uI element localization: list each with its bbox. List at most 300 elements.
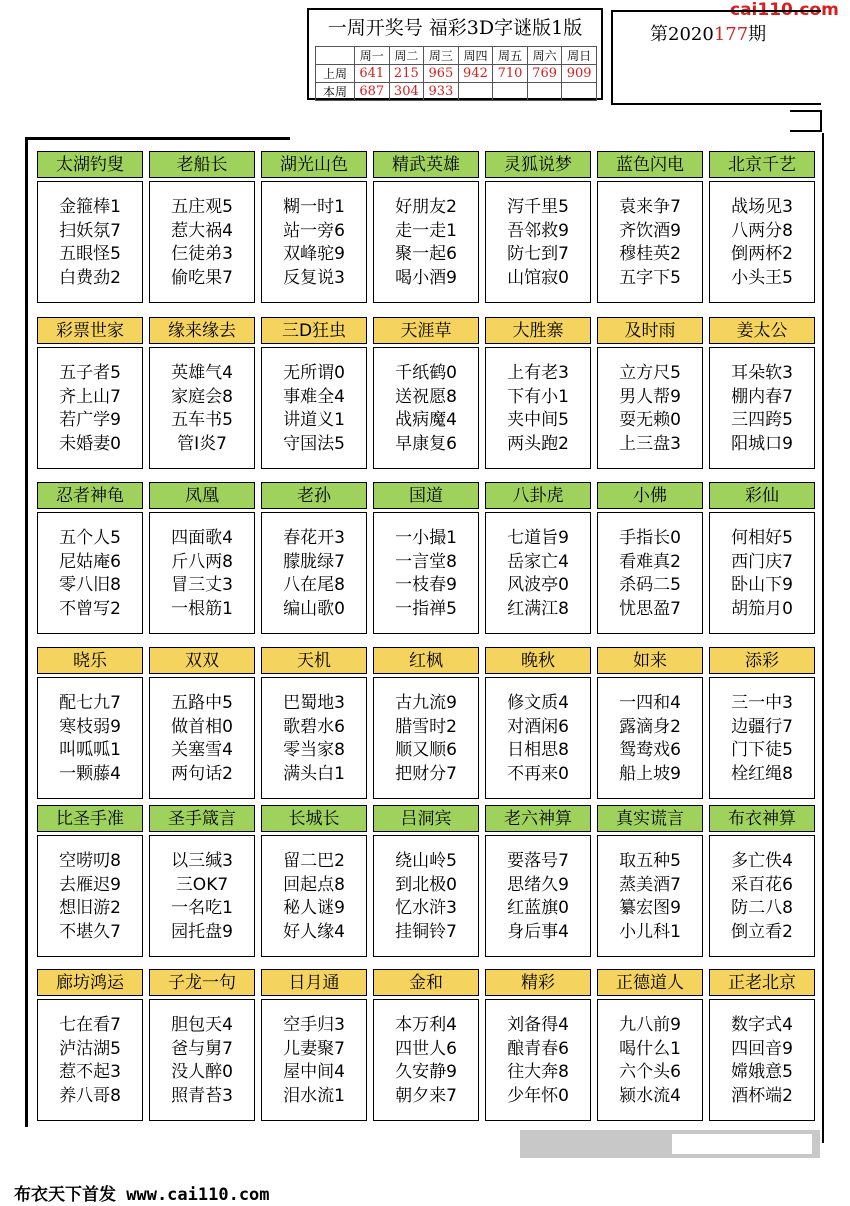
draw-number [527, 83, 562, 101]
weekly-draw-table [307, 8, 603, 100]
card-title: 及时雨 [597, 317, 703, 344]
footer-text: 布衣天下首发 www.cai110.com [14, 1185, 270, 1205]
riddle-line: 岳家亡4 [507, 551, 569, 572]
riddle-line: 守国法5 [283, 433, 345, 454]
card-lines [373, 677, 479, 799]
riddle-line: 尼姑庵6 [59, 551, 121, 572]
riddle-line: 管I炎7 [177, 433, 227, 454]
riddle-line: 若广学9 [59, 410, 121, 430]
riddle-line: 秘人谜9 [283, 898, 345, 918]
riddle-line: 颍水流4 [619, 1085, 681, 1106]
riddle-line: 七在看7 [59, 1015, 121, 1035]
header-title: 一周开奖号 福彩3D字谜版1版 [327, 17, 583, 39]
riddle-line: 以三缄3 [171, 851, 233, 871]
riddle-line: 送祝愿8 [395, 386, 457, 407]
riddle-line: 园托盘9 [171, 921, 233, 942]
card-lines [709, 512, 815, 634]
riddle-line: 六个头6 [619, 1062, 681, 1082]
riddle-line: 叫呱呱1 [59, 740, 121, 760]
card-title: 金和 [373, 969, 479, 996]
row-label: 上周 [316, 65, 355, 83]
puzzle-card [149, 482, 255, 634]
card-title: 晚秋 [485, 647, 591, 674]
issue-suffix: 期 [748, 24, 767, 45]
puzzle-card [597, 317, 703, 469]
riddle-line: 爸与舅7 [171, 1038, 233, 1059]
issue-number [650, 20, 766, 46]
riddle-line: 屋中间4 [283, 1062, 345, 1082]
riddle-line: 喝什么1 [619, 1038, 681, 1059]
riddle-line: 糊一时1 [283, 197, 345, 217]
puzzle-card [373, 482, 479, 634]
card-lines [149, 347, 255, 469]
puzzle-card [709, 647, 815, 799]
draw-number [562, 83, 597, 101]
card-lines [597, 999, 703, 1121]
puzzle-card [261, 317, 367, 469]
riddle-line: 纂宏图9 [619, 898, 681, 918]
card-title: 彩仙 [709, 482, 815, 509]
card-title: 蓝色闪电 [597, 151, 703, 178]
riddle-line: 要落号7 [507, 851, 569, 871]
riddle-line: 阳城口9 [731, 433, 793, 454]
riddle-line: 满头白1 [283, 763, 345, 784]
riddle-line: 零当家8 [283, 740, 345, 760]
riddle-line: 聚一起6 [395, 244, 457, 264]
draw-number: 687 [355, 83, 390, 101]
riddle-line: 早康复6 [395, 433, 457, 454]
card-title: 正德道人 [597, 969, 703, 996]
card-lines [709, 181, 815, 303]
riddle-line: 金箍棒1 [59, 197, 121, 217]
card-lines [485, 677, 591, 799]
riddle-line: 惹不起3 [59, 1062, 121, 1082]
riddle-line: 家庭会8 [171, 386, 233, 407]
puzzle-card [709, 317, 815, 469]
card-lines [373, 181, 479, 303]
riddle-line: 仨徒弟3 [171, 244, 233, 264]
puzzle-card [37, 482, 143, 634]
card-title: 姜太公 [709, 317, 815, 344]
riddle-line: 风波亭0 [507, 575, 569, 595]
day-label: 周四 [458, 47, 493, 65]
card-title: 八卦虎 [485, 482, 591, 509]
puzzle-card [709, 805, 815, 957]
riddle-line: 英雄气4 [171, 363, 233, 383]
card-lines [709, 347, 815, 469]
riddle-line: 讲道义1 [283, 410, 345, 430]
card-lines [709, 999, 815, 1121]
day-label: 周日 [562, 47, 597, 65]
draw-grid [315, 46, 597, 101]
riddle-line: 五眼怪5 [59, 244, 121, 264]
puzzle-card [37, 317, 143, 469]
riddle-line: 船上坡9 [619, 763, 681, 784]
riddle-line: 回起点8 [283, 874, 345, 895]
puzzle-card [485, 647, 591, 799]
card-lines [485, 835, 591, 957]
riddle-line: 照青苔3 [171, 1085, 233, 1106]
riddle-line: 上三盘3 [619, 433, 681, 454]
puzzle-card [261, 647, 367, 799]
card-lines [37, 512, 143, 634]
draw-number [458, 83, 493, 101]
puzzle-card [149, 969, 255, 1121]
day-label: 周一 [355, 47, 390, 65]
riddle-line: 露滴身2 [619, 716, 681, 737]
riddle-line: 看难真2 [619, 551, 681, 572]
riddle-line: 儿妻聚7 [283, 1038, 345, 1059]
riddle-line: 五子者5 [59, 363, 121, 383]
riddle-line: 站一旁6 [283, 220, 345, 241]
card-title: 长城长 [261, 805, 367, 832]
puzzle-card [709, 151, 815, 303]
card-lines [373, 512, 479, 634]
card-title: 红枫 [373, 647, 479, 674]
riddle-line: 一枝春9 [395, 575, 457, 595]
card-title: 老孙 [261, 482, 367, 509]
riddle-line: 九八前9 [619, 1015, 681, 1035]
riddle-line: 双峰驼9 [283, 244, 345, 264]
corner-cell [316, 47, 355, 65]
card-lines [261, 181, 367, 303]
riddle-line: 不再来0 [507, 763, 569, 784]
card-lines [149, 181, 255, 303]
card-title: 廊坊鸿运 [37, 969, 143, 996]
riddle-line: 忆水浒3 [395, 898, 457, 918]
frame-corner [790, 110, 822, 132]
card-title: 凤凰 [149, 482, 255, 509]
card-lines [485, 999, 591, 1121]
riddle-line: 战场见3 [731, 197, 793, 217]
site-logo: cai110.com [730, 0, 839, 20]
riddle-line: 到北极0 [395, 874, 457, 895]
riddle-line: 做首相0 [171, 716, 233, 737]
card-lines [709, 677, 815, 799]
card-title: 双双 [149, 647, 255, 674]
riddle-line: 养八哥8 [59, 1085, 121, 1106]
day-label: 周五 [493, 47, 528, 65]
riddle-line: 四世人6 [395, 1038, 457, 1059]
draw-number: 942 [458, 65, 493, 83]
riddle-line: 三OK7 [175, 874, 229, 895]
card-title: 灵狐说梦 [485, 151, 591, 178]
puzzle-card [373, 151, 479, 303]
puzzle-card [261, 482, 367, 634]
riddle-line: 红满江8 [507, 598, 569, 619]
card-lines [261, 999, 367, 1121]
riddle-line: 防二八8 [731, 898, 793, 918]
card-lines [373, 999, 479, 1121]
riddle-line: 两头跑2 [507, 433, 569, 454]
riddle-line: 倒两杯2 [731, 244, 793, 264]
riddle-line: 歌碧水6 [283, 716, 345, 737]
day-header-row [316, 47, 597, 65]
riddle-line: 三四跨5 [731, 410, 793, 430]
card-lines [37, 181, 143, 303]
riddle-line: 零八旧8 [59, 575, 121, 595]
riddle-line: 立方尺5 [619, 363, 681, 383]
riddle-line: 八两分8 [731, 220, 793, 241]
puzzle-card [37, 969, 143, 1121]
riddle-line: 防七到7 [507, 244, 569, 264]
frame-bottom-slot [672, 1134, 812, 1154]
riddle-line: 古九流9 [395, 693, 457, 713]
puzzle-card [373, 805, 479, 957]
riddle-line: 思绪久9 [507, 874, 569, 895]
puzzle-card [261, 805, 367, 957]
card-title: 老船长 [149, 151, 255, 178]
card-lines [149, 677, 255, 799]
card-title: 圣手箴言 [149, 805, 255, 832]
draw-number: 215 [389, 65, 424, 83]
riddle-line: 白费劲2 [59, 267, 121, 288]
riddle-line: 一颗藤4 [59, 763, 121, 784]
riddle-line: 八在尾8 [283, 575, 345, 595]
draw-number: 641 [355, 65, 390, 83]
card-title: 晓乐 [37, 647, 143, 674]
riddle-line: 一根筋1 [171, 598, 233, 619]
riddle-line: 小儿科1 [619, 921, 681, 942]
frame-left-line [25, 137, 28, 1127]
card-lines [261, 347, 367, 469]
puzzle-card [485, 151, 591, 303]
card-lines [485, 512, 591, 634]
issue-prefix: 第2020 [650, 24, 714, 45]
last-week-row [316, 65, 597, 83]
riddle-line: 刘备得4 [507, 1015, 569, 1035]
puzzle-row [37, 969, 817, 1124]
card-lines [37, 677, 143, 799]
riddle-line: 鸳鸯戏6 [619, 740, 681, 760]
riddle-line: 五庄观5 [171, 197, 233, 217]
puzzle-card [597, 482, 703, 634]
puzzle-row [37, 482, 817, 637]
riddle-line: 巴蜀地3 [283, 693, 345, 713]
riddle-line: 不曾写2 [59, 598, 121, 619]
riddle-line: 倒立看2 [731, 921, 793, 942]
riddle-line: 数字式4 [731, 1015, 793, 1035]
riddle-line: 冒三丈3 [171, 575, 233, 595]
riddle-line: 偷吃果7 [171, 267, 233, 288]
riddle-line: 春花开3 [283, 528, 345, 548]
puzzle-card [37, 151, 143, 303]
riddle-line: 配七九7 [59, 693, 121, 713]
riddle-line: 多亡佚4 [731, 851, 793, 871]
riddle-line: 对酒闲6 [507, 716, 569, 737]
riddle-line: 朦胧绿7 [283, 551, 345, 572]
riddle-line: 卧山下9 [731, 575, 793, 595]
riddle-line: 一四和4 [619, 693, 681, 713]
riddle-line: 两句话2 [171, 763, 233, 784]
card-title: 彩票世家 [37, 317, 143, 344]
riddle-line: 何相好5 [731, 528, 793, 548]
riddle-line: 朝夕来7 [395, 1085, 457, 1106]
card-lines [149, 999, 255, 1121]
riddle-line: 本万利4 [395, 1015, 457, 1035]
riddle-line: 腊雪时2 [395, 716, 457, 737]
card-title: 天涯草 [373, 317, 479, 344]
draw-number: 304 [389, 83, 424, 101]
card-title: 忍者神龟 [37, 482, 143, 509]
card-title: 子龙一句 [149, 969, 255, 996]
card-title: 精武英雄 [373, 151, 479, 178]
riddle-line: 门下徒5 [731, 740, 793, 760]
card-title: 小佛 [597, 482, 703, 509]
card-title: 正老北京 [709, 969, 815, 996]
riddle-line: 关塞雪4 [171, 740, 233, 760]
card-lines [485, 347, 591, 469]
card-lines [709, 835, 815, 957]
riddle-line: 手指长0 [619, 528, 681, 548]
card-lines [37, 999, 143, 1121]
riddle-line: 齐饮酒9 [619, 220, 681, 241]
riddle-line: 胡笳月0 [731, 598, 793, 619]
riddle-line: 空手归3 [283, 1015, 345, 1035]
card-lines [597, 677, 703, 799]
card-lines [149, 835, 255, 957]
riddle-line: 空唠叨8 [59, 851, 121, 871]
riddle-line: 千纸鹤0 [395, 363, 457, 383]
riddle-line: 七道旨9 [507, 528, 569, 548]
riddle-line: 四回音9 [731, 1038, 793, 1059]
day-label: 周三 [424, 47, 459, 65]
riddle-line: 蒸美酒7 [619, 874, 681, 895]
card-title: 真实谎言 [597, 805, 703, 832]
riddle-line: 忧思盈7 [619, 598, 681, 619]
riddle-line: 好朋友2 [395, 197, 457, 217]
riddle-line: 留二巴2 [283, 851, 345, 871]
this-week-row [316, 83, 597, 101]
frame-top-line [25, 137, 290, 140]
riddle-line: 斤八两8 [171, 551, 233, 572]
riddle-line: 身后事4 [507, 921, 569, 942]
riddle-line: 编山歌0 [283, 598, 345, 619]
card-title: 如来 [597, 647, 703, 674]
puzzle-grid [37, 151, 817, 1131]
riddle-line: 吾邻救9 [507, 220, 569, 241]
riddle-line: 少年怀0 [507, 1085, 569, 1106]
riddle-line: 一名吃1 [171, 898, 233, 918]
riddle-line: 下有小1 [507, 386, 569, 407]
card-lines [597, 512, 703, 634]
card-lines [261, 835, 367, 957]
puzzle-card [373, 317, 479, 469]
card-title: 国道 [373, 482, 479, 509]
card-lines [149, 512, 255, 634]
riddle-line: 四面歌4 [171, 528, 233, 548]
riddle-line: 袁来争7 [619, 197, 681, 217]
puzzle-card [597, 969, 703, 1121]
riddle-line: 不堪久7 [59, 921, 121, 942]
issue-num: 177 [713, 24, 749, 45]
riddle-line: 三一中3 [731, 693, 793, 713]
card-title: 添彩 [709, 647, 815, 674]
riddle-line: 棚内春7 [731, 386, 793, 407]
riddle-line: 齐上山7 [59, 386, 121, 407]
puzzle-card [149, 647, 255, 799]
riddle-line: 绕山岭5 [395, 851, 457, 871]
puzzle-row [37, 647, 817, 802]
riddle-line: 五车书5 [171, 410, 233, 430]
puzzle-card [597, 151, 703, 303]
riddle-line: 往大奔8 [507, 1062, 569, 1082]
puzzle-row [37, 317, 817, 472]
card-lines [597, 835, 703, 957]
riddle-line: 泪水流1 [283, 1085, 345, 1106]
riddle-line: 西门庆7 [731, 551, 793, 572]
puzzle-card [485, 805, 591, 957]
riddle-line: 战病魔4 [395, 410, 457, 430]
puzzle-card [149, 317, 255, 469]
draw-number: 909 [562, 65, 597, 83]
day-label: 周六 [527, 47, 562, 65]
puzzle-card [373, 969, 479, 1121]
riddle-line: 夹中间5 [507, 410, 569, 430]
card-title: 布衣神算 [709, 805, 815, 832]
puzzle-row [37, 805, 817, 960]
riddle-line: 事难全4 [283, 386, 345, 407]
card-title: 三D狂虫 [261, 317, 367, 344]
puzzle-card [709, 969, 815, 1121]
puzzle-card [597, 805, 703, 957]
riddle-line: 泻千里5 [507, 197, 569, 217]
puzzle-card [373, 647, 479, 799]
day-label: 周二 [389, 47, 424, 65]
draw-number [493, 83, 528, 101]
riddle-line: 一小撮1 [395, 528, 457, 548]
card-title: 太湖钓叟 [37, 151, 143, 178]
puzzle-card [37, 805, 143, 957]
riddle-line: 边疆行7 [731, 716, 793, 737]
riddle-line: 山馆寂0 [507, 267, 569, 288]
riddle-line: 耳朵软3 [731, 363, 793, 383]
puzzle-card [37, 647, 143, 799]
card-title: 老六神算 [485, 805, 591, 832]
riddle-line: 一言堂8 [395, 551, 457, 572]
puzzle-card [485, 969, 591, 1121]
puzzle-card [485, 482, 591, 634]
riddle-line: 小头王5 [731, 267, 793, 288]
riddle-line: 取五种5 [619, 851, 681, 871]
riddle-line: 寒枝弱9 [59, 716, 121, 737]
card-lines [37, 347, 143, 469]
draw-number: 933 [424, 83, 459, 101]
card-lines [597, 347, 703, 469]
riddle-line: 采百花6 [731, 874, 793, 895]
card-title: 天机 [261, 647, 367, 674]
riddle-line: 穆桂英2 [619, 244, 681, 264]
riddle-line: 耍无赖0 [619, 410, 681, 430]
card-title: 精彩 [485, 969, 591, 996]
riddle-line: 挂铜铃7 [395, 921, 457, 942]
draw-number: 769 [527, 65, 562, 83]
riddle-line: 五路中5 [171, 693, 233, 713]
riddle-line: 男人帮9 [619, 386, 681, 407]
riddle-line: 未婚妻0 [59, 433, 121, 454]
riddle-line: 久安静9 [395, 1062, 457, 1082]
puzzle-card [149, 151, 255, 303]
puzzle-card [597, 647, 703, 799]
riddle-line: 反复说3 [283, 267, 345, 288]
riddle-line: 想旧游2 [59, 898, 121, 918]
riddle-line: 杀码二5 [619, 575, 681, 595]
riddle-line: 修文质4 [507, 693, 569, 713]
riddle-line: 泸沽湖5 [59, 1038, 121, 1059]
puzzle-card [149, 805, 255, 957]
card-lines [261, 512, 367, 634]
riddle-line: 好人缘4 [283, 921, 345, 942]
